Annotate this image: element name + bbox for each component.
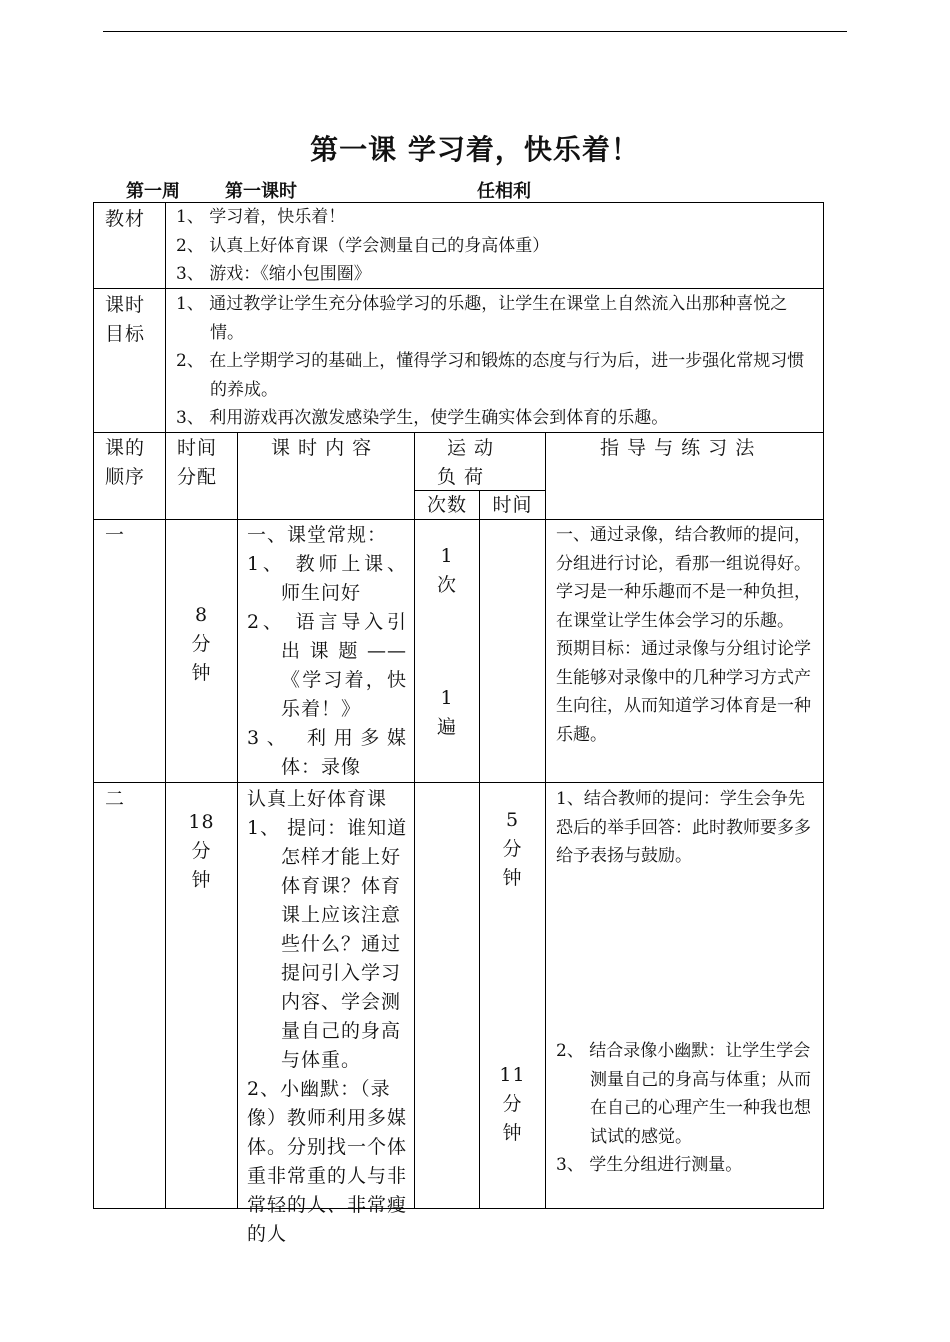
list-item: 3、 利用游戏再次激发感染学生，使学生确实体会到体育的乐趣。 xyxy=(176,408,669,428)
duration-header: 时间 xyxy=(492,494,533,516)
content-intro: 一、课堂常规： xyxy=(247,524,388,546)
materials-list xyxy=(176,203,816,289)
list-item: 2、 语言导入引出课题——《学习着，快乐着！》 xyxy=(247,611,407,720)
teacher-name: 任相利 xyxy=(477,181,531,202)
method-paragraph: 预期目标：通过录像与分组讨论学生能够对录像中的几种学习方式产生向往，从而知道学习体育是一种乐趣。 xyxy=(556,639,811,745)
method-cell: 1、结合教师的提问：学生会争先恐后的举手回答：此时教师要多多给予表扬与鼓励。 xyxy=(556,789,811,866)
top-rule xyxy=(103,31,847,32)
col-divider xyxy=(237,432,238,1208)
load-header xyxy=(437,434,547,492)
content-intro: 认真上好体育课 xyxy=(247,788,388,810)
content-cell xyxy=(247,785,409,1249)
objectives-list xyxy=(176,290,816,433)
count-cell xyxy=(415,542,479,600)
count-line: 遍 xyxy=(436,716,457,738)
content-cell xyxy=(247,521,407,782)
time-line: 8 xyxy=(194,604,209,626)
count-line: 次 xyxy=(436,574,457,596)
time-line: 分 xyxy=(191,633,212,655)
col-divider xyxy=(545,432,546,1208)
duration-line: 钟 xyxy=(502,1122,523,1144)
col-divider xyxy=(165,203,166,1208)
duration-line: 11 xyxy=(499,1064,526,1086)
duration-cell xyxy=(480,806,545,893)
header-line: 课的 xyxy=(105,437,146,459)
method-cell xyxy=(556,1037,814,1180)
header-line: 时间 xyxy=(177,437,218,459)
week-label: 第一周 xyxy=(126,181,180,202)
objectives-label-line: 目标 xyxy=(105,323,146,345)
time-line: 18 xyxy=(188,811,215,833)
list-item: 2、 认真上好体育课（学会测量自己的身高体重） xyxy=(176,235,550,256)
materials-label: 教材 xyxy=(105,208,146,230)
method-paragraph: 3、 学生分组进行测量。 xyxy=(556,1155,743,1175)
header-line: 顺序 xyxy=(105,466,146,488)
header-line: 运 动 xyxy=(447,437,495,459)
method-cell xyxy=(556,521,814,749)
list-item: 2、小幽默：（录像）教师利用多媒体。分别找一个体重非常重的人与非常轻的人、非常瘦的人 xyxy=(247,1078,408,1245)
objectives-label-line: 课时 xyxy=(105,294,146,316)
count-cell xyxy=(415,684,479,742)
time-line: 分 xyxy=(191,840,212,862)
count-line: 1 xyxy=(440,687,454,709)
list-item: 2、 在上学期学习的基础上，懂得学习和锻炼的态度与行为后，进一步强化常规习惯的养成。 xyxy=(176,351,805,400)
duration-line: 5 xyxy=(505,809,520,831)
count-line: 1 xyxy=(440,545,454,567)
list-item: 3、 利用多媒体：录像 xyxy=(247,727,407,778)
list-item: 1、 学习着，快乐着！ xyxy=(176,207,346,227)
method-header: 指 导 与 练 习 法 xyxy=(600,437,756,459)
content-header: 课 时 内 容 xyxy=(271,437,373,459)
list-item: 1、 教师上课、师生问好 xyxy=(247,553,407,604)
count-header: 次数 xyxy=(426,494,467,516)
order-cell: 二 xyxy=(105,788,126,810)
row-divider xyxy=(94,782,823,783)
time-header xyxy=(177,434,217,492)
objectives-label xyxy=(105,291,145,349)
header-line: 负 荷 xyxy=(437,466,485,488)
list-item: 3、 游戏：《缩小包围圈》 xyxy=(176,264,371,284)
duration-line: 分 xyxy=(502,1093,523,1115)
order-header xyxy=(105,434,145,492)
duration-line: 分 xyxy=(502,838,523,860)
list-item: 1、 通过教学让学生充分体验学习的乐趣，让学生在课堂上自然流入出那种喜悦之情。 xyxy=(176,294,788,343)
method-paragraph: 一、通过录像，结合教师的提问，分组进行讨论，看那一组说得好。学习是一种乐趣而不是一种负担，在课堂让学生体会学习的乐趣。 xyxy=(556,525,811,631)
time-line: 钟 xyxy=(191,662,212,684)
time-line: 钟 xyxy=(191,869,212,891)
lesson-label: 第一课时 xyxy=(225,181,297,202)
time-cell xyxy=(166,601,237,688)
header-line: 分配 xyxy=(177,466,218,488)
method-paragraph: 2、 结合录像小幽默：让学生学会测量自己的身高与体重；从而在自己的心理产生一种我也想试试的感觉。 xyxy=(556,1041,811,1147)
duration-line: 钟 xyxy=(502,867,523,889)
order-cell: 一 xyxy=(105,524,126,546)
time-cell xyxy=(166,808,237,895)
list-item: 1、 提问：谁知道怎样才能上好体育课？体育课上应该注意些什么？通过提问引入学习内容、学会测量自己的身高与体重。 xyxy=(247,817,408,1071)
duration-cell xyxy=(480,1061,545,1148)
lesson-plan-table xyxy=(93,202,824,1245)
page-title: 第一课 学习着，快乐着！ xyxy=(310,133,640,166)
